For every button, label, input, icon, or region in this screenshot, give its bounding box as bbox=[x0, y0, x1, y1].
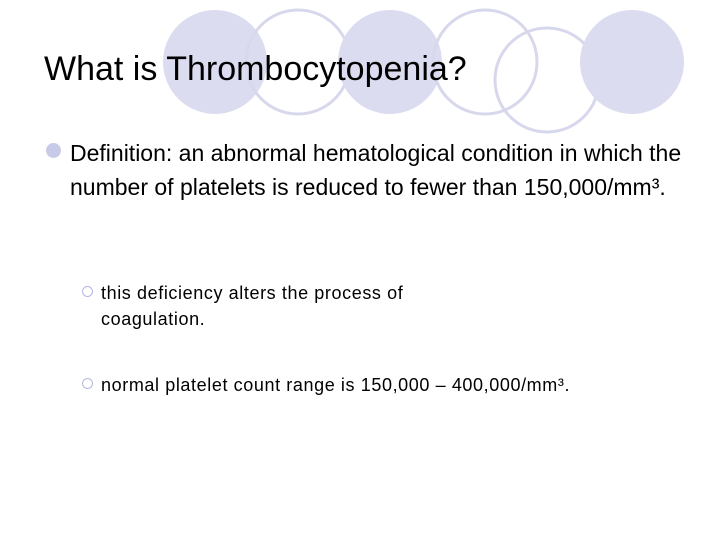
filled-circle-bullet-icon bbox=[46, 143, 61, 158]
sub-bullet-text: normal platelet count range is 150,000 – 400,000/mm³. bbox=[101, 375, 571, 395]
sub-bullet-text: this deficiency alters the process of coagulation. bbox=[101, 283, 404, 329]
sub-bullet bbox=[82, 372, 692, 398]
slide-title: What is Thrombocytopenia? bbox=[44, 50, 467, 88]
sub-bullet bbox=[82, 280, 502, 332]
decor-circle bbox=[580, 10, 684, 114]
main-bullet bbox=[44, 136, 684, 204]
hollow-circle-bullet-icon bbox=[82, 286, 93, 297]
hollow-circle-bullet-icon bbox=[82, 378, 93, 389]
main-bullet-text: Definition: an abnormal hematological condition in which the number of platelets is reduced to fewer than 150,000/mm³. bbox=[70, 140, 682, 200]
